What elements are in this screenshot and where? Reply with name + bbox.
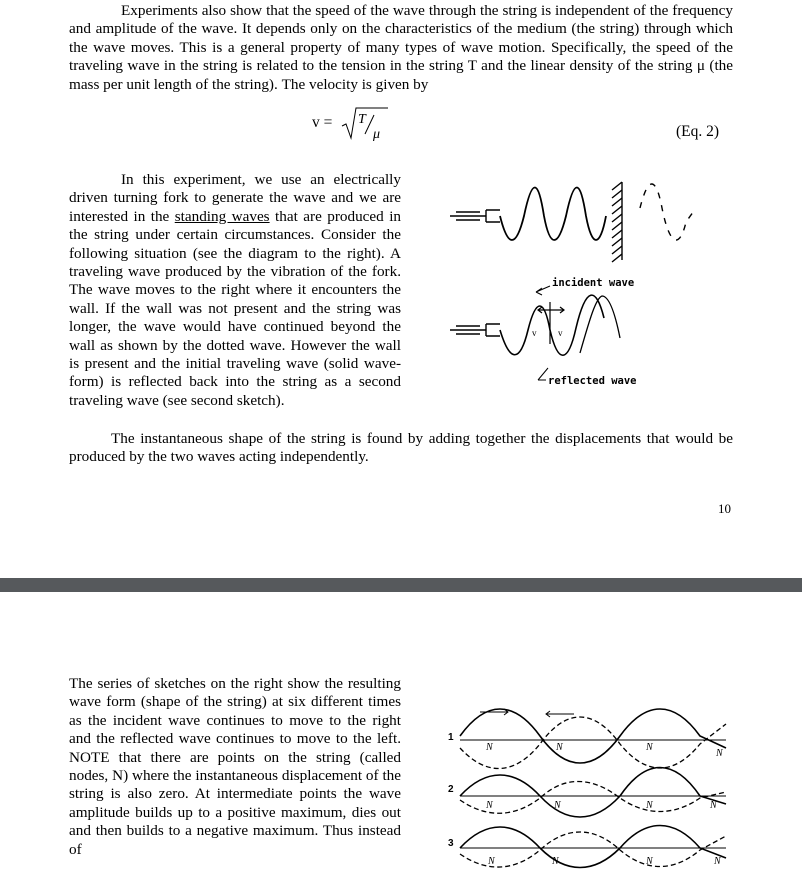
reflected-wave-label: reflected wave xyxy=(548,375,637,387)
sketch-number-3: 3 xyxy=(448,838,454,849)
sketch-3-wave-b xyxy=(460,832,726,867)
node-label: N xyxy=(486,800,493,811)
incident-wave-curve xyxy=(500,188,606,241)
sketch-2-wave-b xyxy=(460,781,726,813)
velocity-label-right: v xyxy=(558,328,563,338)
wave-diagram xyxy=(440,168,710,398)
series-paragraph: The series of sketches on the right show the resulting wave form (shape of the string) at six different times as the incident wave continues to move to the right and the reflected wave continues to move to the left. NOTE that there are points on the string (called nodes, N) where the instantaneous displacement of the string is also zero. At intermediate points the wave amplitude builds up to a positive maximum, dies out and then builds to a negative maximum. Thus instead of xyxy=(69,675,401,858)
page-number: 10 xyxy=(718,501,731,516)
sketch-number-1: 1 xyxy=(448,732,454,743)
velocity-equation xyxy=(312,112,381,142)
sketch-2 xyxy=(448,768,726,818)
tuning-fork-lower-icon xyxy=(450,324,500,336)
node-label: N xyxy=(488,856,495,867)
tuning-fork-icon xyxy=(450,210,500,222)
node-label: N xyxy=(646,856,653,867)
experiment-paragraph: In this experiment, we use an electrically driven turning fork to generate the wave and we are interested in the standing waves that are produced in the string under certain circumstances. Consider the following situation (see the diagram to the right). A traveling wave produced by the vibration of the fork. The wave moves to the right where it encounters the wall. If the wall was not present and the string was longer, the wave would have continued beyond the wall as shown by the dotted wave. However the wall is present and the initial traveling wave (solid wave-form) is reflected back into the string as a second traveling wave (see second sketch). xyxy=(69,171,402,409)
node-label: N xyxy=(554,800,561,811)
equation-lhs: v = xyxy=(312,114,333,131)
equation-number: (Eq. 2) xyxy=(676,123,720,140)
intro-paragraph: Experiments also show that the speed of the wave through the string is independent of the frequency and amplitude of the wave. It depends only on the characteristics of the medium (the string) through which the wave moves. This is a general property of many types of wave motion. Specifically, the speed of the traveling wave in the string is related to the tension in the string T and the linear density of the string μ (the mass per unit length of the string). The velocity is given by xyxy=(69,2,733,93)
sqrt-fraction-symbol xyxy=(342,104,392,144)
sketch-3-wave-a xyxy=(460,826,726,868)
node-label: N xyxy=(556,742,563,753)
node-label: N xyxy=(714,856,721,867)
node-label: N xyxy=(552,856,559,867)
sketch-number-2: 2 xyxy=(448,784,454,795)
document-page-2 xyxy=(0,592,802,866)
sketch-1-wave-a xyxy=(460,709,726,763)
sketch-3 xyxy=(448,826,726,868)
node-label: N xyxy=(716,748,723,759)
velocity-label-left: v xyxy=(532,328,537,338)
reflected-pointer-icon xyxy=(538,368,548,380)
incident-wave-label: incident wave xyxy=(552,277,635,289)
node-label: N xyxy=(646,800,653,811)
standing-wave-sketches xyxy=(446,704,746,869)
dotted-wave-curve xyxy=(640,184,696,240)
equation-numerator: T xyxy=(358,112,366,127)
equation-denominator: μ xyxy=(373,127,381,142)
incident-pointer-icon xyxy=(536,286,550,295)
sketch-2-wave-a xyxy=(460,768,726,818)
sketch-1 xyxy=(448,709,726,769)
node-label: N xyxy=(486,742,493,753)
shape-paragraph: The instantaneous shape of the string is found by adding together the displacements that would be produced by the two waves acting independently. xyxy=(69,430,733,466)
page-separator xyxy=(0,578,802,592)
standing-waves-link[interactable]: standing waves xyxy=(174,207,270,225)
node-label: N xyxy=(710,800,717,811)
wall-icon xyxy=(612,182,622,262)
node-label: N xyxy=(646,742,653,753)
